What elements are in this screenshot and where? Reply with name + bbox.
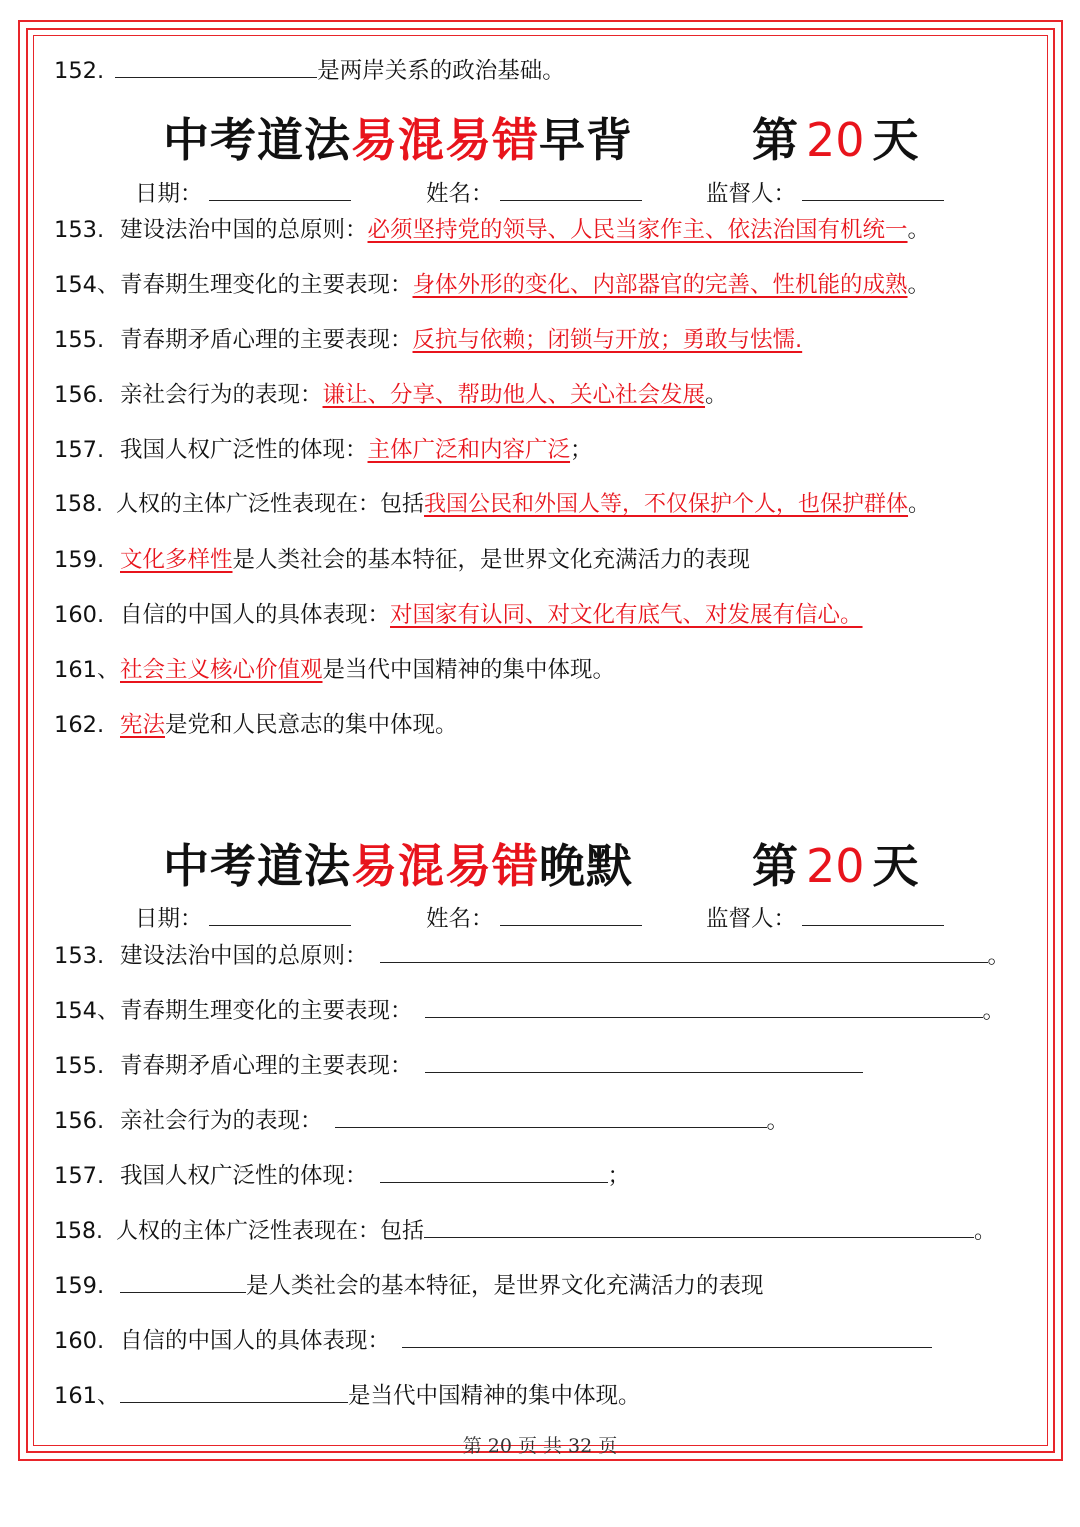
answer-blank[interactable] bbox=[335, 1105, 767, 1128]
evening-date-field: 日期： bbox=[135, 903, 351, 934]
supervisor-input[interactable] bbox=[802, 178, 944, 201]
evening-item: 155. 青春期矛盾心理的主要表现： bbox=[54, 1050, 863, 1081]
evening-item: 157. 我国人权广泛性的体现： ； bbox=[54, 1160, 630, 1191]
evening-item: 158. 人权的主体广泛性表现在：包括 。 bbox=[54, 1215, 996, 1247]
morning-item: 154、青春期生理变化的主要表现：身体外形的变化、内部器官的完善、性机能的成熟。 bbox=[54, 272, 931, 298]
morning-item: 157. 我国人权广泛性的体现：主体广泛和内容广泛； bbox=[54, 437, 593, 463]
answer-blank[interactable] bbox=[380, 1160, 608, 1183]
evening-item: 159. 是人类社会的基本特征，是世界文化充满活力的表现 bbox=[54, 1270, 764, 1301]
evening-item: 154、青春期生理变化的主要表现： 。 bbox=[54, 995, 1005, 1026]
date-input[interactable] bbox=[209, 903, 351, 926]
evening-item: 153. 建设法治中国的总原则： 。 bbox=[54, 940, 1010, 971]
item-152 bbox=[54, 55, 565, 86]
evening-title: 中考道法易混易错晚默 bbox=[163, 839, 633, 893]
morning-item: 162. 宪法是党和人民意志的集中体现。 bbox=[54, 712, 458, 738]
morning-item: 155. 青春期矛盾心理的主要表现：反抗与依赖；闭锁与开放；勇敢与怯懦. bbox=[54, 327, 803, 353]
evening-supervisor-field: 监督人： bbox=[706, 903, 944, 934]
morning-day: 第 20 天 bbox=[752, 113, 919, 167]
item-number: 152. bbox=[54, 58, 105, 84]
morning-item: 153. 建设法治中国的总原则：必须坚持党的领导、人民当家作主、依法治国有机统一。 bbox=[54, 217, 931, 243]
page-footer: 第 20 页 共 32 页 bbox=[462, 1435, 618, 1457]
answer-blank[interactable] bbox=[120, 1380, 348, 1403]
morning-name-field: 姓名： bbox=[426, 178, 642, 209]
evening-day: 第 20 天 bbox=[752, 839, 919, 893]
supervisor-input[interactable] bbox=[802, 903, 944, 926]
item-text: 是两岸关系的政治基础。 bbox=[317, 58, 565, 84]
answer-blank[interactable] bbox=[424, 1215, 974, 1238]
evening-item: 161、 是当代中国精神的集中体现。 bbox=[54, 1380, 641, 1411]
answer-blank[interactable] bbox=[115, 55, 317, 78]
answer-blank[interactable] bbox=[120, 1270, 246, 1293]
morning-date-field: 日期： bbox=[135, 178, 351, 209]
morning-item: 161、社会主义核心价值观是当代中国精神的集中体现。 bbox=[54, 657, 616, 683]
answer-blank[interactable] bbox=[425, 995, 983, 1018]
date-input[interactable] bbox=[209, 178, 351, 201]
answer-blank[interactable] bbox=[380, 940, 988, 963]
morning-item: 158. 人权的主体广泛性表现在：包括我国公民和外国人等，不仅保护个人，也保护群体。 bbox=[54, 492, 931, 517]
morning-item: 159. 文化多样性是人类社会的基本特征，是世界文化充满活力的表现 bbox=[54, 547, 751, 573]
morning-supervisor-field: 监督人： bbox=[706, 178, 944, 209]
morning-item: 160. 自信的中国人的具体表现：对国家有认同、对文化有底气、对发展有信心。 bbox=[54, 602, 863, 628]
evening-name-field: 姓名： bbox=[426, 903, 642, 934]
evening-item: 156. 亲社会行为的表现： 。 bbox=[54, 1105, 789, 1136]
morning-title: 中考道法易混易错早背 bbox=[163, 113, 633, 167]
evening-item: 160. 自信的中国人的具体表现： bbox=[54, 1325, 932, 1356]
answer-blank[interactable] bbox=[425, 1050, 863, 1073]
morning-item: 156. 亲社会行为的表现：谦让、分享、帮助他人、关心社会发展。 bbox=[54, 382, 728, 408]
name-input[interactable] bbox=[500, 178, 642, 201]
answer-blank[interactable] bbox=[402, 1325, 932, 1348]
name-input[interactable] bbox=[500, 903, 642, 926]
